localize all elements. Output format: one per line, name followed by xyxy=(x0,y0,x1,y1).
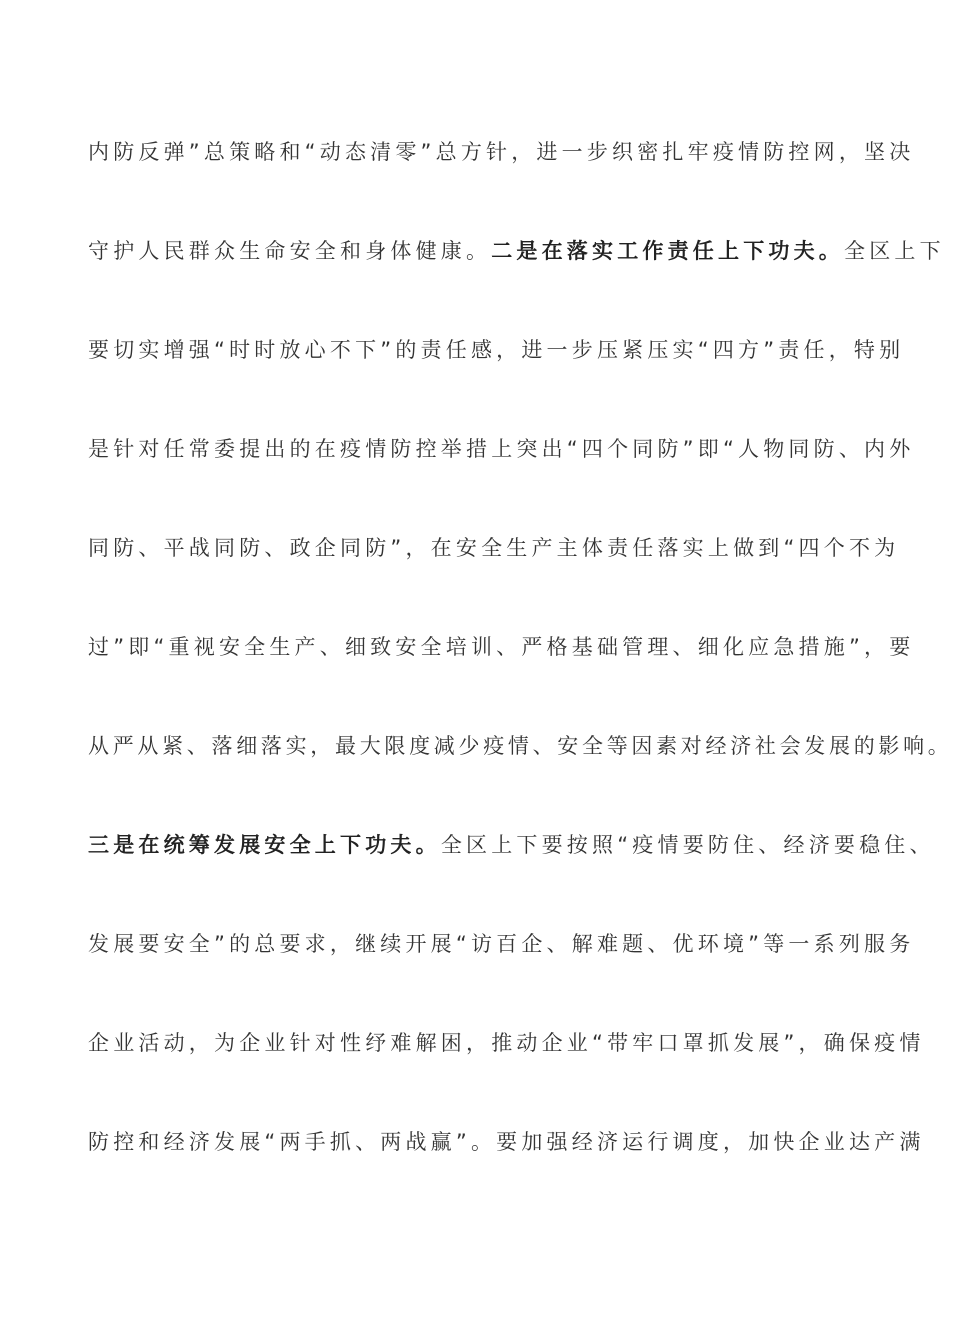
text-line xyxy=(88,528,900,568)
text-line xyxy=(88,627,915,667)
text-line xyxy=(88,726,953,766)
bold-heading-segment: 三是在统筹发展安全上下功夫。 xyxy=(88,833,441,857)
text-line xyxy=(88,1023,925,1063)
text-line xyxy=(88,924,915,964)
text-segment: 守护人民群众生命安全和身体健康。 xyxy=(88,239,492,263)
text-segment: 全区上下 xyxy=(844,239,945,263)
text-line xyxy=(88,132,915,172)
text-line xyxy=(88,330,905,370)
text-line xyxy=(88,429,915,469)
text-segment: 发展要安全”的总要求，继续开展“访百企、解难题、优环境”等一系列服务 xyxy=(88,932,915,956)
text-segment: 全区上下要按照“疫情要防住、经济要稳住、 xyxy=(440,833,935,857)
text-segment: 从严从紧、落细落实，最大限度减少疫情、安全等因素对经济社会发展的影响。 xyxy=(88,734,953,758)
text-segment: 防控和经济发展“两手抓、两战赢”。要加强经济运行调度，加快企业达产满 xyxy=(88,1130,925,1154)
text-line xyxy=(88,1122,925,1162)
text-segment: 企业活动，为企业针对性纾难解困，推动企业“带牢口罩抓发展”，确保疫情 xyxy=(88,1031,925,1055)
text-segment: 是针对任常委提出的在疫情防控举措上突出“四个同防”即“人物同防、内外 xyxy=(88,437,915,461)
text-segment: 内防反弹”总策略和“动态清零”总方针，进一步织密扎牢疫情防控网，坚决 xyxy=(88,140,915,164)
text-line xyxy=(88,231,945,271)
text-segment: 要切实增强“时时放心不下”的责任感，进一步压紧压实“四方”责任，特别 xyxy=(88,338,905,362)
text-segment: 过”即“重视安全生产、细致安全培训、严格基础管理、细化应急措施”，要 xyxy=(88,635,915,659)
bold-heading-segment: 二是在落实工作责任上下功夫。 xyxy=(491,239,845,263)
text-segment: 同防、平战同防、政企同防”，在安全生产主体责任落实上做到“四个不为 xyxy=(88,536,900,560)
text-line xyxy=(88,825,935,865)
